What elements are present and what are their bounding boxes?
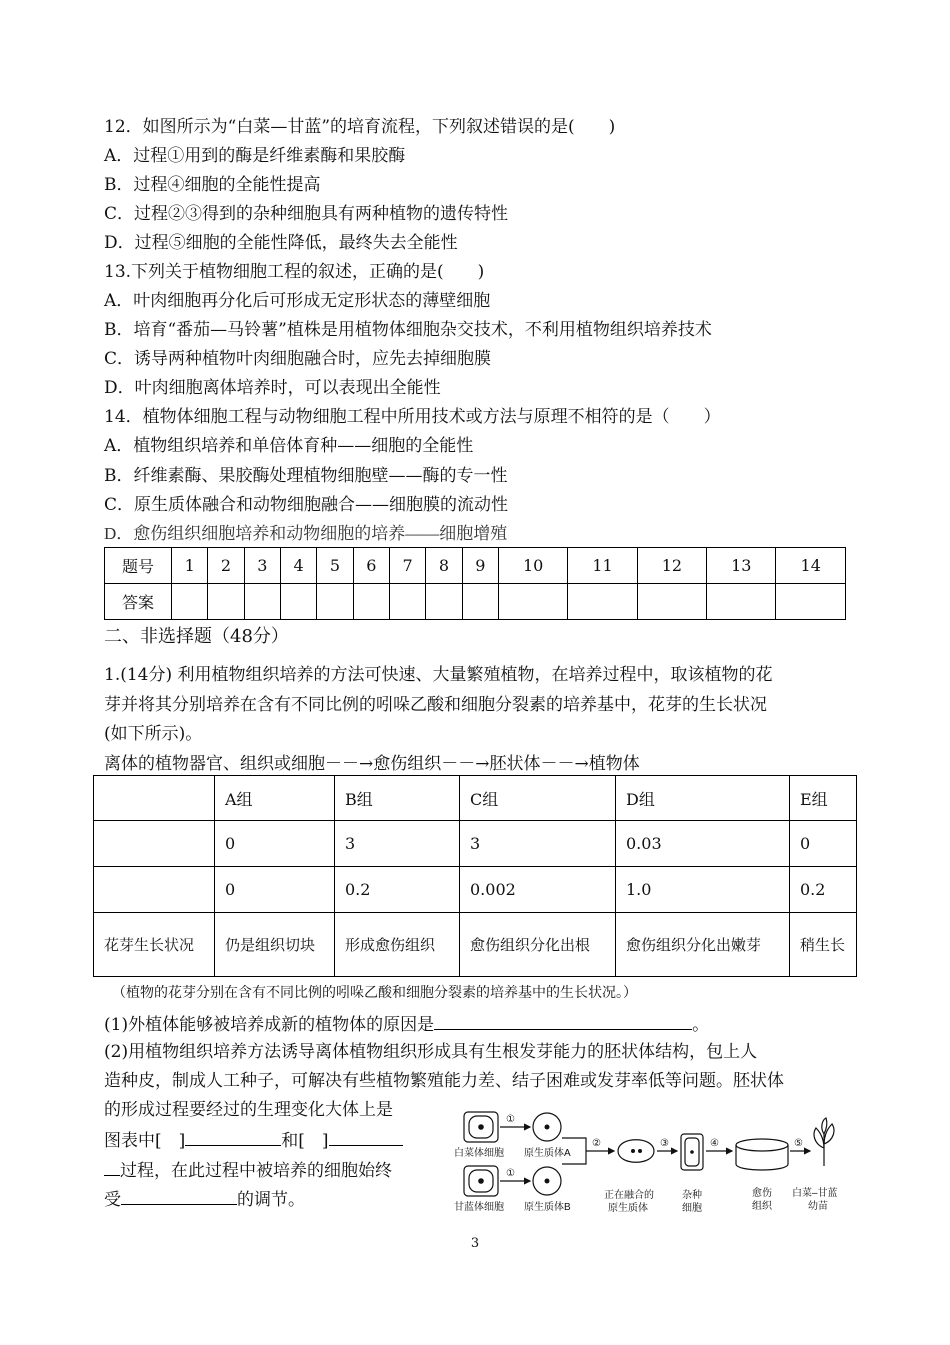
group-table-header-row: [94, 776, 857, 821]
q1-2-fill-line-3: [104, 1186, 305, 1212]
q13-stem: 13.下列关于植物细胞工程的叙述，正确的是( ): [104, 262, 485, 282]
group-cell: 0.2: [335, 867, 460, 913]
answer-blank-cell[interactable]: [317, 584, 353, 620]
answer-number-cell: 5: [317, 548, 353, 584]
answer-blank-cell[interactable]: [462, 584, 498, 620]
label-fusing-1: 正在融合的: [604, 1190, 654, 1201]
q14-option-b: B．纤维素酶、果胶酶处理植物细胞壁——酶的专一性: [104, 466, 508, 486]
row-label: [94, 821, 215, 867]
q1-1-text: (1)外植体能够被培养成新的植物体的原因是: [104, 1015, 435, 1035]
q1-2-blank-3[interactable]: [121, 1186, 237, 1205]
hybrid-nucleus-shape: [690, 1150, 694, 1154]
process-step: 胚状体: [489, 754, 541, 774]
answer-number-cell: 11: [568, 548, 637, 584]
q1-2-blank-1[interactable]: [185, 1127, 281, 1146]
group-cell: 0: [790, 821, 857, 867]
group-header-a: A组: [215, 776, 335, 821]
group-cell: 0.03: [616, 821, 790, 867]
callus-top-shape: [736, 1139, 788, 1151]
section2-title: 二、非选择题（48分）: [104, 626, 289, 647]
label-hybrid-1: 杂种: [682, 1190, 702, 1201]
q1-intro-line-3: (如下所示)。: [104, 724, 203, 744]
q12-stem: 12．如图所示为“白菜—甘蓝”的培育流程，下列叙述错误的是( ): [104, 117, 616, 137]
process-arrow: －－→: [540, 754, 589, 774]
group-table-row: [94, 913, 857, 977]
q1-2-blank-2[interactable]: [329, 1127, 403, 1146]
q13-option-b: B．培育“番茄—马铃薯”植株是用植物体细胞杂交技术，不利用植物组织培养技术: [104, 320, 712, 340]
group-cell: 0.2: [790, 867, 857, 913]
answer-number-cell: 14: [776, 548, 846, 584]
group-cell: 0: [215, 821, 335, 867]
q14-option-a: A．植物组织培养和单倍体育种——细胞的全能性: [104, 436, 474, 456]
q13-option-a: A．叶肉细胞再分化后可形成无定形状态的薄壁细胞: [104, 291, 491, 311]
q12-option-a: A．过程①用到的酶是纤维素酶和果胶酶: [104, 146, 406, 166]
group-table-row: [94, 867, 857, 913]
step-label: ②: [592, 1138, 601, 1149]
label-callus-1: 愈伤: [752, 1188, 772, 1199]
group-cell: 愈伤组织分化出根: [460, 913, 616, 977]
answer-number-cell: 12: [637, 548, 706, 584]
q14-option-d: D．愈伤组织细胞培养和动物细胞的培养——细胞增殖: [104, 524, 508, 543]
answer-number-cell: 13: [707, 548, 776, 584]
answer-table-header-row: [105, 548, 846, 584]
answer-table-answer-label: 答案: [105, 584, 172, 620]
group-table-corner: [94, 776, 215, 821]
q1-1: [104, 1011, 709, 1037]
answer-blank-cell[interactable]: [426, 584, 462, 620]
group-cell: 1.0: [616, 867, 790, 913]
step-label: ①: [506, 1114, 515, 1125]
step-label: ③: [660, 1138, 669, 1149]
seedling-leaf-right-shape: [824, 1124, 834, 1144]
group-header-e: E组: [790, 776, 857, 821]
q1-2-line-3: 的形成过程要经过的生理变化大体上是: [104, 1100, 393, 1120]
q12-option-d: D．过程⑤细胞的全能性降低，最终失去全能性: [104, 233, 458, 253]
fusing-nucleus-shape: [638, 1149, 642, 1153]
q13-option-c: C．诱导两种植物叶肉细胞融合时，应先去掉细胞膜: [104, 349, 492, 369]
q1-2-blank-2-cont[interactable]: [104, 1157, 120, 1176]
q12-option-b: B．过程④细胞的全能性提高: [104, 175, 321, 195]
group-cell: 0.002: [460, 867, 616, 913]
q14-option-c: C．原生质体融合和动物细胞融合——细胞膜的流动性: [104, 495, 509, 515]
cabbage-nucleus-shape: [478, 1124, 484, 1130]
label-protoplast-a: 原生质体A: [524, 1148, 571, 1159]
q1-2-fill-c: 过程，在此过程中被培养的细胞始终: [120, 1161, 392, 1181]
answer-table-header-label: 题号: [105, 548, 172, 584]
answer-table: [104, 547, 846, 620]
answer-blank-cell[interactable]: [568, 584, 637, 620]
step-label: ⑤: [794, 1138, 803, 1149]
answer-number-cell: 2: [208, 548, 244, 584]
protoplast-a-nucleus-shape: [545, 1125, 550, 1130]
group-cell: 仍是组织切块: [215, 913, 335, 977]
answer-number-cell: 3: [244, 548, 280, 584]
q1-2-fill-e: 的调节。: [237, 1190, 305, 1210]
group-header-c: C组: [460, 776, 616, 821]
answer-number-cell: 8: [426, 548, 462, 584]
answer-blank-cell[interactable]: [498, 584, 567, 620]
q13-option-d: D．叶肉细胞离体培养时，可以表现出全能性: [104, 378, 441, 398]
row-label: [94, 867, 215, 913]
answer-number-cell: 1: [172, 548, 208, 584]
answer-blank-cell[interactable]: [280, 584, 316, 620]
answer-number-cell: 9: [462, 548, 498, 584]
group-header-b: B组: [335, 776, 460, 821]
label-protoplast-b: 原生质体B: [524, 1202, 571, 1213]
label-kale-cell: 甘蓝体细胞: [454, 1202, 504, 1213]
group-cell: 形成愈伤组织: [335, 913, 460, 977]
q1-2-fill-a: 图表中[ ]: [104, 1131, 186, 1151]
answer-blank-cell[interactable]: [172, 584, 208, 620]
process-step: 离体的植物器官、组织或细胞: [104, 754, 325, 774]
answer-blank-cell[interactable]: [244, 584, 280, 620]
step-label: ④: [710, 1138, 719, 1149]
answer-blank-cell[interactable]: [389, 584, 425, 620]
answer-number-cell: 7: [389, 548, 425, 584]
group-table-row: [94, 821, 857, 867]
q1-intro-line-2: 芽并将其分别培养在含有不同比例的吲哚乙酸和细胞分裂素的培养基中，花芽的生长状况: [104, 695, 767, 715]
q1-1-end: 。: [692, 1015, 710, 1035]
q1-2-line-1: (2)用植物组织培养方法诱导离体植物组织形成具有生根发芽能力的胚状体结构，包上人: [104, 1042, 758, 1062]
group-table: [93, 775, 857, 977]
label-seedling-1: 白菜–甘蓝: [792, 1188, 838, 1199]
group-cell: 3: [335, 821, 460, 867]
label-seedling-2: 幼苗: [808, 1201, 828, 1212]
q12-option-c: C．过程②③得到的杂种细胞具有两种植物的遗传特性: [104, 204, 509, 224]
label-hybrid-2: 细胞: [682, 1203, 702, 1214]
answer-blank-cell[interactable]: [208, 584, 244, 620]
fusing-nucleus-shape: [631, 1149, 635, 1153]
group-header-d: D组: [616, 776, 790, 821]
answer-blank-cell[interactable]: [707, 584, 776, 620]
answer-blank-cell[interactable]: [776, 584, 846, 620]
q1-2-fill-line: [104, 1127, 403, 1153]
fusing-protoplast-shape: [618, 1140, 654, 1163]
group-cell: 3: [460, 821, 616, 867]
page-number: 3: [470, 1236, 480, 1251]
q1-2-fill-line-2: [104, 1157, 392, 1183]
label-fusing-2: 原生质体: [608, 1203, 648, 1214]
protoplast-b-nucleus-shape: [545, 1179, 550, 1184]
group-cell: 0: [215, 867, 335, 913]
answer-number-cell: 4: [280, 548, 316, 584]
group-cell: 愈伤组织分化出嫩芽: [616, 913, 790, 977]
group-cell: 稍生长: [790, 913, 857, 977]
label-cabbage-cell: 白菜体细胞: [454, 1148, 504, 1159]
process-arrow: －－→: [441, 754, 490, 774]
q1-2-line-2: 造种皮，制成人工种子，可解决有些植物繁殖能力差、结子困难或发芽率低等问题。胚状体: [104, 1071, 784, 1091]
q1-2-fill-d: 受: [104, 1190, 121, 1210]
hybrid-breeding-figure: [454, 1104, 854, 1222]
label-callus-2: 组织: [752, 1201, 772, 1212]
process-flow: [104, 752, 640, 776]
q1-intro-line-1: 1.(14分) 利用植物组织培养的方法可快速、大量繁殖植物，在培养过程中，取该植物的花: [104, 665, 773, 685]
table-caption: （植物的花芽分别在含有不同比例的吲哚乙酸和细胞分裂素的培养基中的生长状况。）: [112, 985, 637, 1001]
answer-blank-cell[interactable]: [637, 584, 706, 620]
q1-2-fill-b: 和[ ]: [281, 1131, 329, 1151]
step-label: ①: [506, 1168, 515, 1179]
answer-number-cell: 6: [353, 548, 389, 584]
process-step: 植物体: [588, 754, 640, 774]
answer-number-cell: 10: [498, 548, 567, 584]
answer-blank-cell[interactable]: [353, 584, 389, 620]
answer-table-answer-row: [105, 584, 846, 620]
q14-stem: 14．植物体细胞工程与动物细胞工程中所用技术或方法与原理不相符的是（ ）: [104, 407, 721, 427]
q1-1-blank[interactable]: [434, 1011, 692, 1030]
kale-nucleus-shape: [478, 1178, 484, 1184]
process-arrow: －－→: [325, 754, 374, 774]
process-step: 愈伤组织: [373, 754, 442, 774]
row-label: 花芽生长状况: [94, 913, 215, 977]
